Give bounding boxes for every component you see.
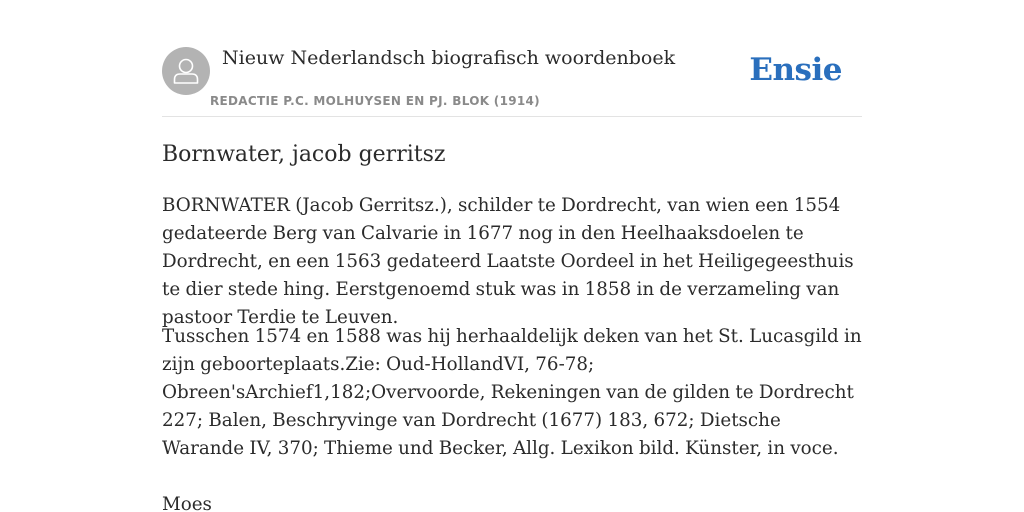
editor-line: REDACTIE P.C. MOLHUYSEN EN PJ. BLOK (1914) xyxy=(210,94,540,108)
entry-paragraph-2: Tusschen 1574 en 1588 was hij herhaaldelijk deken van het St. Lucasgild in zijn geboorteplaats.Zie: Oud-HollandVI, 76-78; Obreen'sArchief1,182;Overvoorde, Rekeningen van de gilden te Dordrecht 227; Balen, Beschryvinge van Dordrecht (1677) 183, 672; Dietsche Warande IV, 370; Thieme und Becker, Allg. Lexikon bild. Künster, in voce. xyxy=(162,326,862,459)
entry-title: Bornwater, jacob gerritsz xyxy=(162,142,446,167)
book-title-link[interactable]: Nieuw Nederlandsch biografisch woordenboek xyxy=(222,47,676,69)
entry-author: Moes xyxy=(162,494,212,512)
ensie-logo[interactable]: Ensie xyxy=(749,52,842,88)
header xyxy=(162,0,862,117)
person-outline-icon xyxy=(162,47,210,95)
page xyxy=(162,0,862,512)
user-avatar-icon[interactable] xyxy=(162,47,210,95)
entry-paragraph-1: BORNWATER (Jacob Gerritsz.), schilder te Dordrecht, van wien een 1554 gedateerde Berg van Calvarie in 1677 nog in den Heelhaaksdoelen te Dordrecht, en een 1563 gedateerd Laatste Oordeel in het Heiligegeesthuis te dier stede hing. Eerstgenoemd stuk was in 1858 in de verzameling van pastoor Terdie te Leuven. xyxy=(162,195,854,328)
